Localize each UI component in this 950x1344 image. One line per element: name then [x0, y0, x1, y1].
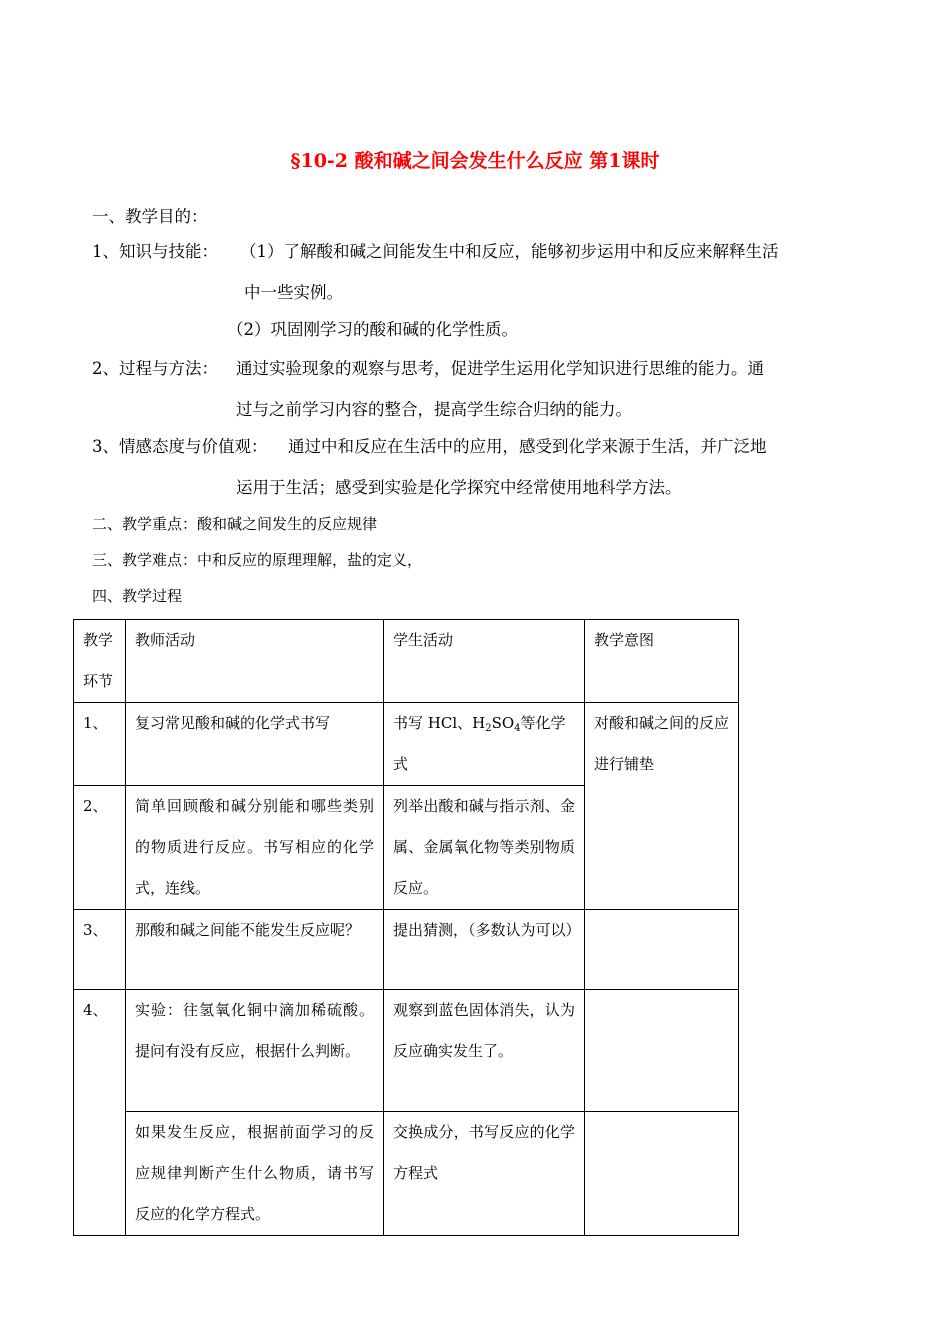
header-intent: 教学意图 — [585, 620, 739, 703]
row-2-step: 2、 — [74, 786, 126, 910]
row-5-teacher: 如果发生反应，根据前面学习的反应规律判断产生什么物质，请书写反应的化学方程式。 — [126, 1112, 384, 1236]
row-2-teacher: 简单回顾酸和碱分别能和哪些类别的物质进行反应。书写相应的化学式，连线。 — [126, 786, 384, 910]
row-4-step: 4、 — [74, 990, 126, 1236]
header-step: 教学环节 — [74, 620, 126, 703]
header-teacher: 教师活动 — [126, 620, 384, 703]
row-4-student: 观察到蓝色固体消失，认为反应确实发生了。 — [384, 990, 585, 1112]
section-key-points: 二、教学重点：酸和碱之间发生的反应规律 — [92, 515, 378, 533]
objective-2-line-2: 过与之前学习内容的整合，提高学生综合归纳的能力。 — [236, 400, 632, 419]
objective-1-label: 1、知识与技能： — [92, 242, 218, 261]
row-3-step: 3、 — [74, 910, 126, 990]
row-1-student — [384, 703, 585, 786]
section-objectives-heading: 一、教学目的： — [92, 207, 208, 226]
objective-1-line-2: 中一些实例。 — [244, 283, 343, 302]
row-3-teacher: 那酸和碱之间能不能发生反应呢？ — [126, 910, 384, 990]
lesson-process-table — [73, 619, 739, 1236]
row-5-intent — [585, 1112, 739, 1236]
row-1-step: 1、 — [74, 703, 126, 786]
table-row — [74, 990, 739, 1112]
row-4-teacher: 实验：往氢氧化铜中滴加稀硫酸。提问有没有反应，根据什么判断。 — [126, 990, 384, 1112]
section-process-heading: 四、教学过程 — [92, 587, 183, 605]
objective-3-line-1: 通过中和反应在生活中的应用，感受到化学来源于生活，并广泛地 — [288, 437, 767, 456]
row-4-intent — [585, 990, 739, 1112]
row-2-student: 列举出酸和碱与指示剂、金属、金属氧化物等类别物质反应。 — [384, 786, 585, 910]
table-row — [74, 910, 739, 990]
objective-1-line-3: （2）巩固刚学习的酸和碱的化学性质。 — [227, 320, 518, 339]
table-header-row — [74, 620, 739, 703]
objective-2-label: 2、过程与方法： — [92, 359, 218, 378]
objective-3-label: 3、情感态度与价值观： — [92, 437, 268, 456]
section-difficulties: 三、教学难点：中和反应的原理理解，盐的定义， — [92, 551, 423, 569]
row-1-student-text-c: 等化学式 — [393, 714, 566, 773]
page-title: §10-2 酸和碱之间会发生什么反应 第1课时 — [290, 150, 660, 172]
table-row — [74, 703, 739, 786]
objective-2-line-1: 通过实验现象的观察与思考，促进学生运用化学知识进行思维的能力。通 — [236, 359, 764, 378]
row-3-intent — [585, 910, 739, 990]
table-row — [74, 1112, 739, 1236]
row-1-student-sub-2: 4 — [514, 723, 521, 734]
row-3-student: 提出猜测，（多数认为可以） — [384, 910, 585, 990]
objective-1-line-1: （1）了解酸和碱之间能发生中和反应，能够初步运用中和反应来解释生活 — [240, 242, 779, 261]
objective-3-line-2: 运用于生活；感受到实验是化学探究中经常使用地科学方法。 — [236, 478, 682, 497]
row-5-student: 交换成分，书写反应的化学方程式 — [384, 1112, 585, 1236]
row-1-student-text-b: SO — [491, 714, 515, 732]
header-student: 学生活动 — [384, 620, 585, 703]
row-1-2-intent: 对酸和碱之间的反应进行铺垫 — [585, 703, 739, 910]
row-1-teacher: 复习常见酸和碱的化学式书写 — [126, 703, 384, 786]
row-1-student-text-a: 书写 HCl、H — [393, 714, 486, 732]
row-1-student-sub-1: 2 — [485, 723, 492, 734]
